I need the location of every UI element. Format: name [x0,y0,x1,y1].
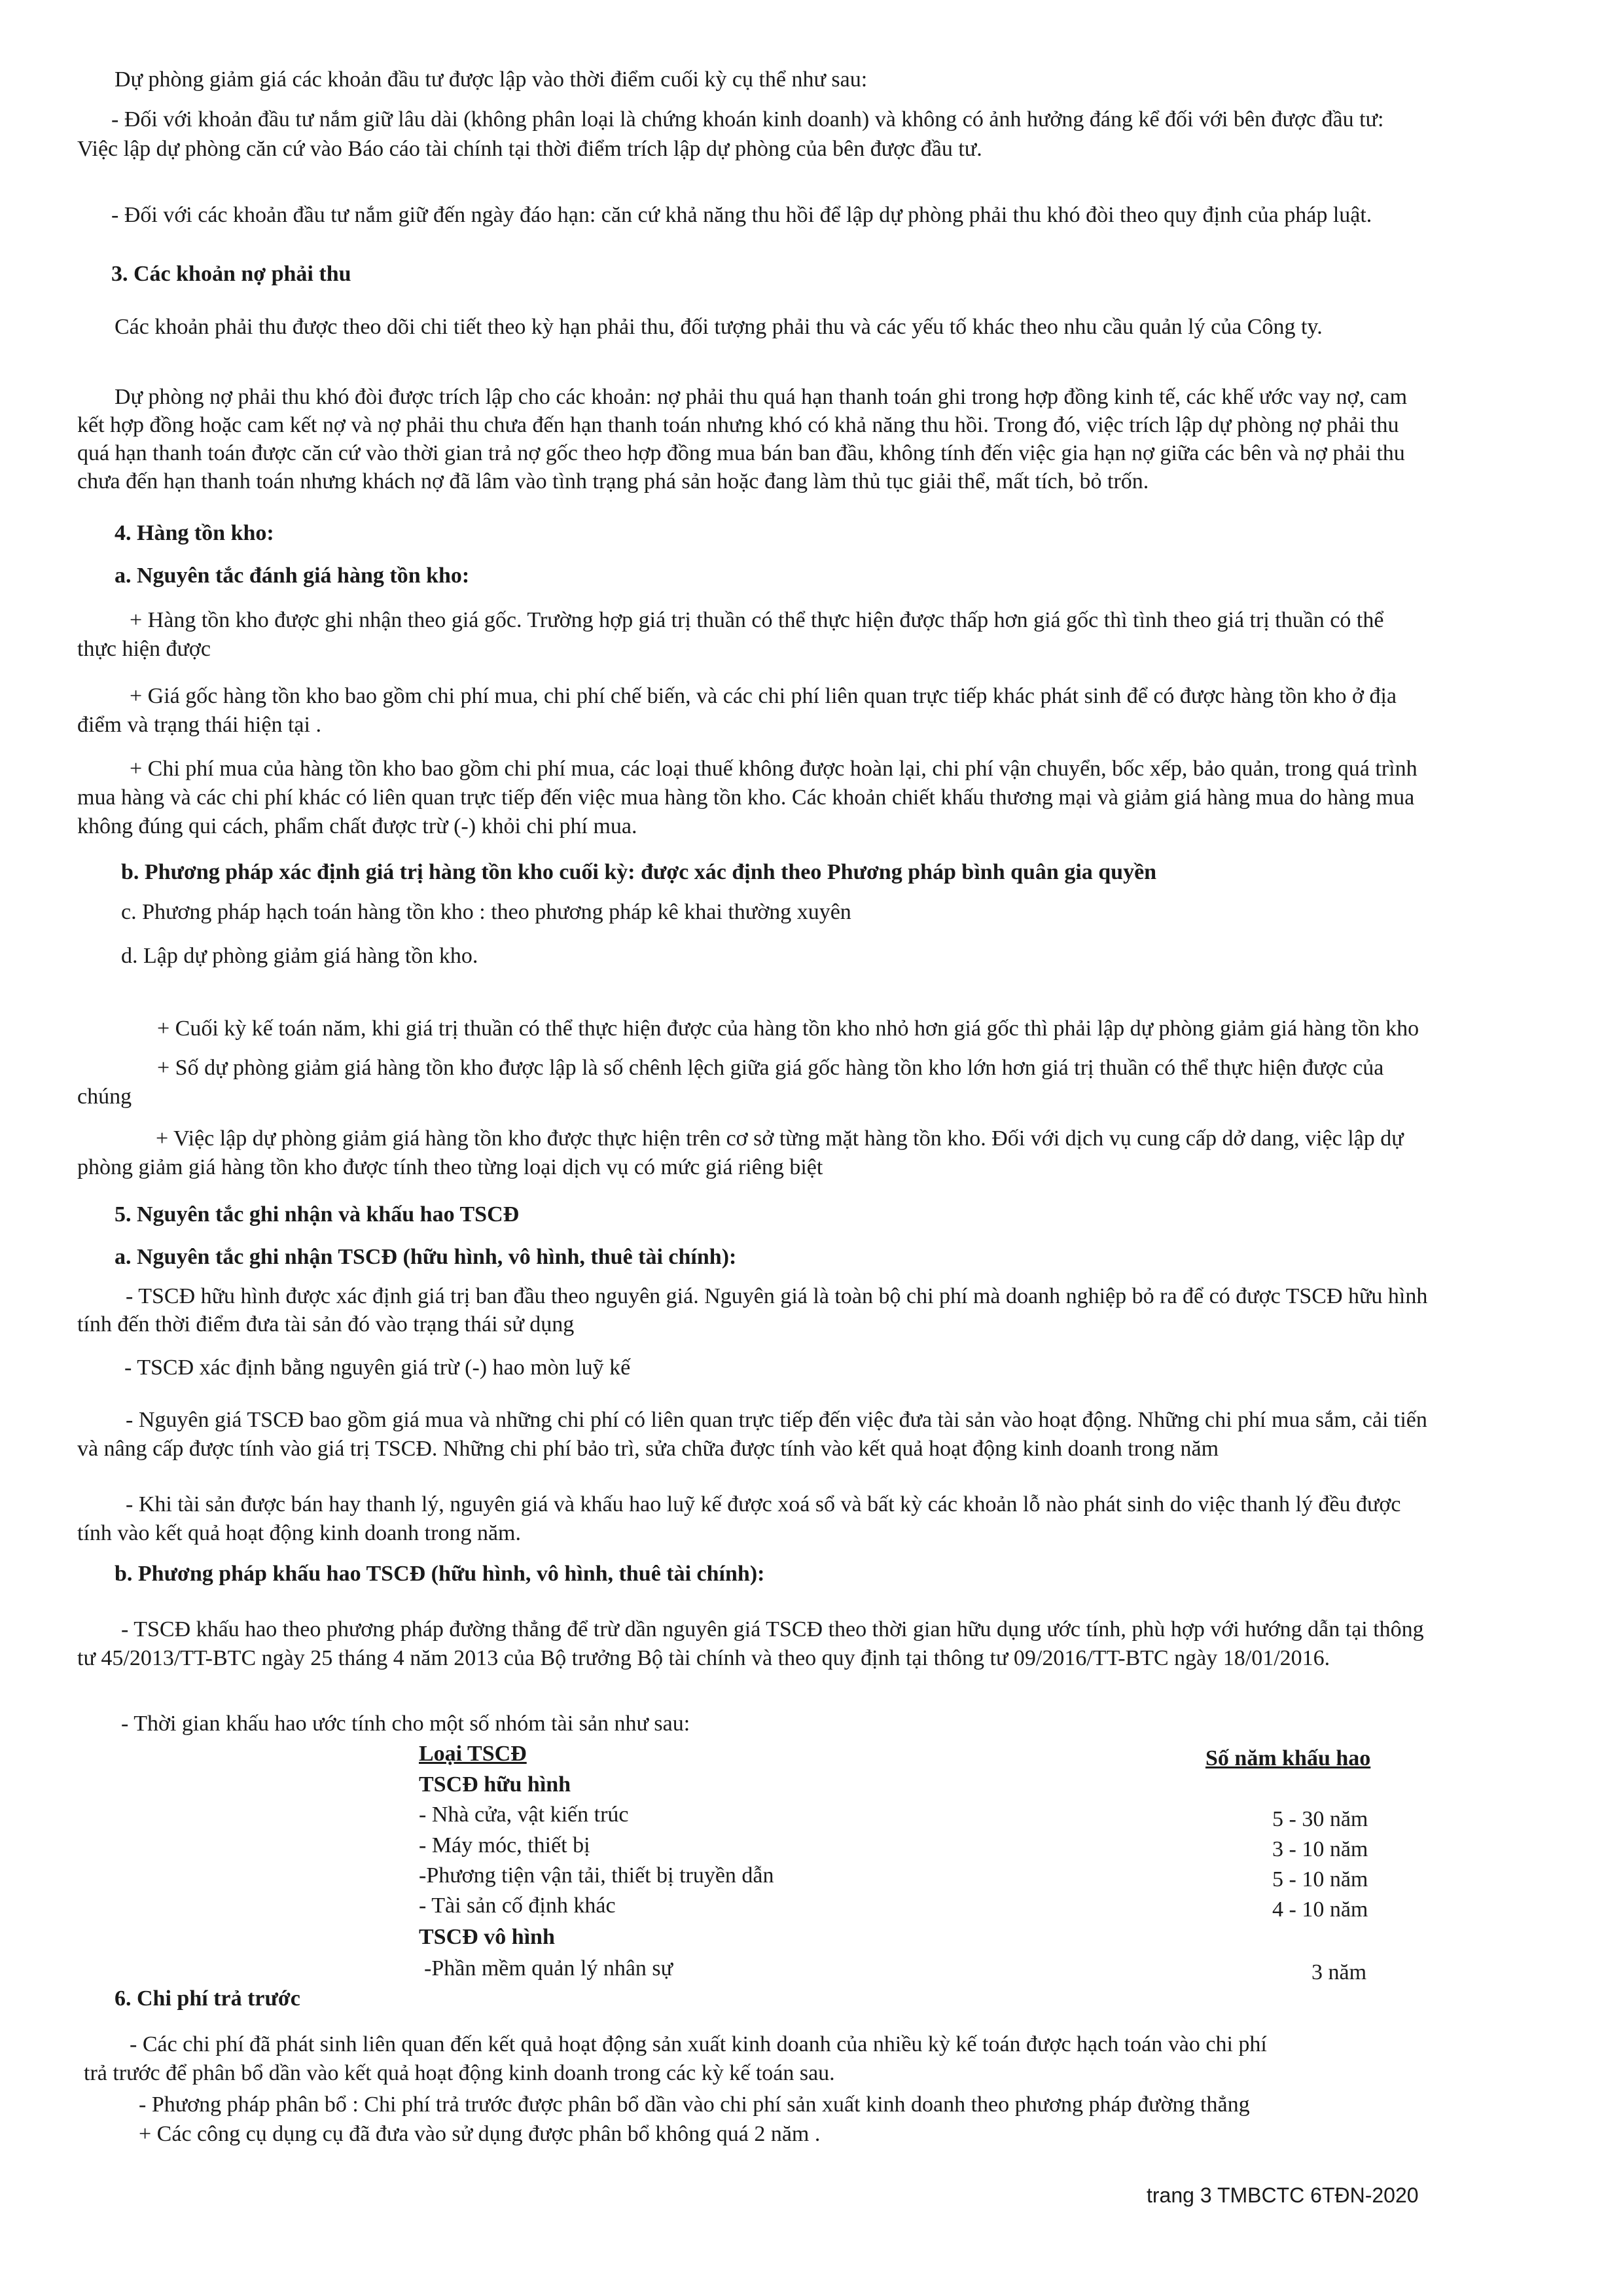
paragraph-line: - Đối với khoản đầu tư nắm giữ lâu dài (không phân loại là chứng khoán kinh doanh) và không có ảnh hưởng đáng kể đối với bên được đầu tư: [111,107,1384,132]
paragraph-line: chưa đến hạn thanh toán nhưng khách nợ đã lâm vào tình trạng phá sản hoặc đang làm thủ tục giải thể, mất tích, bỏ trốn. [77,469,1149,493]
paragraph-line: - Các chi phí đã phát sinh liên quan đến kết quả hoạt động sản xuất kinh doanh của nhiều kỳ kế toán được hạch toán vào chi phí [130,2032,1267,2056]
subsection-heading: b. Phương pháp xác định giá trị hàng tồn kho cuối kỳ: được xác định theo Phương pháp bình quân gia quyền [121,860,1157,884]
paragraph-line: c. Phương pháp hạch toán hàng tồn kho : theo phương pháp kê khai thường xuyên [121,900,851,924]
section-heading: 5. Nguyên tắc ghi nhận và khấu hao TSCĐ [115,1202,520,1227]
table-row-name: - Tài sản cố định khác [419,1893,616,1918]
table-row-years: 5 - 10 năm [1272,1867,1368,1892]
paragraph-line: không đúng qui cách, phẩm chất được trừ (-) khỏi chi phí mua. [77,814,637,838]
paragraph-line: phòng giảm giá hàng tồn kho được tính theo từng loại dịch vụ có mức giá riêng biệt [77,1155,823,1179]
paragraph-line: Dự phòng giảm giá các khoản đầu tư được lập vào thời điểm cuối kỳ cụ thể như sau: [115,67,868,92]
paragraph-line: - Nguyên giá TSCĐ bao gồm giá mua và những chi phí có liên quan trực tiếp đến việc đưa tài sản vào hoạt động. Những chi phí mua sắm, cải tiến [126,1408,1427,1432]
paragraph-line: + Số dự phòng giảm giá hàng tồn kho được lập là số chênh lệch giữa giá gốc hàng tồn kho lớn hơn giá trị thuần có thể thực hiện được của [157,1056,1384,1080]
paragraph-line: chúng [77,1085,132,1109]
paragraph-line: thực hiện được [77,637,211,661]
paragraph-line: Dự phòng nợ phải thu khó đòi được trích lập cho các khoản: nợ phải thu quá hạn thanh toán ghi trong hợp đồng kinh tế, các khế ước vay nợ, cam [115,385,1408,409]
table-header-years: Số năm khấu hao [1205,1746,1371,1770]
paragraph-line: - Phương pháp phân bổ : Chi phí trả trước được phân bổ dần vào chi phí sản xuất kinh doanh theo phương pháp đường thẳng [139,2092,1250,2117]
paragraph-line: - TSCĐ hữu hình được xác định giá trị ban đầu theo nguyên giá. Nguyên giá là toàn bộ chi phí mà doanh nghiệp bỏ ra để có được TSCĐ hữu hình [126,1284,1428,1308]
table-row-years: 3 - 10 năm [1272,1837,1368,1861]
paragraph-line: trả trước để phân bổ dần vào kết quả hoạt động kinh doanh trong các kỳ kế toán sau. [84,2061,835,2085]
paragraph-line: tính vào kết quả hoạt động kinh doanh trong năm. [77,1521,521,1545]
table-row-years: 5 - 30 năm [1272,1807,1368,1831]
paragraph-line: Việc lập dự phòng căn cứ vào Báo cáo tài chính tại thời điểm trích lập dự phòng của bên được đầu tư. [77,137,982,161]
paragraph-line: điểm và trạng thái hiện tại . [77,713,321,737]
table-group-label: TSCĐ hữu hình [419,1772,571,1797]
paragraph-line: + Việc lập dự phòng giảm giá hàng tồn kho được thực hiện trên cơ sở từng mặt hàng tồn kho. Đối với dịch vụ cung cấp dở dang, việc lập dự [156,1126,1404,1151]
subsection-heading: a. Nguyên tắc đánh giá hàng tồn kho: [115,564,470,588]
table-row-years: 4 - 10 năm [1272,1897,1368,1922]
table-row-years: 3 năm [1311,1960,1367,1984]
subsection-heading: a. Nguyên tắc ghi nhận TSCĐ (hữu hình, vô hình, thuê tài chính): [115,1245,737,1269]
paragraph-line: + Các công cụ dụng cụ đã đưa vào sử dụng được phân bổ không quá 2 năm . [139,2122,821,2146]
paragraph-line: + Cuối kỳ kế toán năm, khi giá trị thuần có thể thực hiện được của hàng tồn kho nhỏ hơn giá gốc thì phải lập dự phòng giảm giá hàng tồn kho [157,1016,1419,1041]
paragraph-line: tính đến thời điểm đưa tài sản đó vào trạng thái sử dụng [77,1312,575,1336]
paragraph-line: + Giá gốc hàng tồn kho bao gồm chi phí mua, chi phí chế biến, và các chi phí liên quan trực tiếp khác phát sinh để có được hàng tồn kho ở địa [130,684,1397,708]
paragraph-line: + Hàng tồn kho được ghi nhận theo giá gốc. Trường hợp giá trị thuần có thể thực hiện được thấp hơn giá gốc thì tình theo giá trị thuần có thể [130,608,1384,632]
paragraph-line: kết hợp đồng hoặc cam kết nợ và nợ phải thu chưa đến hạn thanh toán nhưng khó có khả năng thu hồi. Trong đó, việc trích lập dự phòng nợ phải thu [77,413,1399,437]
paragraph-line: d. Lập dự phòng giảm giá hàng tồn kho. [121,944,478,968]
section-heading: 3. Các khoản nợ phải thu [111,262,351,286]
paragraph-line: + Chi phí mua của hàng tồn kho bao gồm chi phí mua, các loại thuế không được hoàn lại, chi phí vận chuyển, bốc xếp, bảo quản, trong quá trình [130,757,1418,781]
paragraph-line: mua hàng và các chi phí khác có liên quan trực tiếp đến việc mua hàng tồn kho. Các khoản chiết khấu thương mại và giảm giá hàng mua do hàng mua [77,785,1415,810]
paragraph-line: - TSCĐ xác định bằng nguyên giá trừ (-) hao mòn luỹ kế [124,1355,631,1380]
table-row-name: - Máy móc, thiết bị [419,1833,590,1857]
table-group-label: TSCĐ vô hình [419,1925,555,1949]
table-row-name: -Phần mềm quản lý nhân sự [424,1956,673,1981]
paragraph-line: quá hạn thanh toán được căn cứ vào thời gian trả nợ gốc theo hợp đồng mua bán ban đầu, không tính đến việc gia hạn nợ giữa các bên và nợ phải thu [77,441,1405,465]
paragraph-line: - Thời gian khấu hao ước tính cho một số nhóm tài sản như sau: [121,1712,690,1736]
paragraph-line: và nâng cấp được tính vào giá trị TSCĐ. Những chi phí bảo trì, sửa chữa được tính vào kết quả hoạt động kinh doanh trong năm [77,1437,1219,1461]
paragraph-line: Các khoản phải thu được theo dõi chi tiết theo kỳ hạn phải thu, đối tượng phải thu và các yếu tố khác theo nhu cầu quản lý của Công ty. [115,315,1323,339]
section-heading: 6. Chi phí trả trước [115,1986,300,2011]
section-heading: 4. Hàng tồn kho: [115,521,274,545]
paragraph-line: tư 45/2013/TT-BTC ngày 25 tháng 4 năm 2013 của Bộ trưởng Bộ tài chính và theo quy định tại thông tư 09/2016/TT-BTC ngày 18/01/2016. [77,1646,1330,1670]
table-header-asset-type: Loại TSCĐ [419,1742,527,1766]
table-row-name: - Nhà cửa, vật kiến trúc [419,1803,629,1827]
table-row-name: -Phương tiện vận tải, thiết bị truyền dẫn [419,1863,774,1888]
paragraph-line: - Khi tài sản được bán hay thanh lý, nguyên giá và khấu hao luỹ kế được xoá sổ và bất kỳ các khoản lỗ nào phát sinh do việc thanh lý đều được [126,1492,1401,1516]
subsection-heading: b. Phương pháp khấu hao TSCĐ (hữu hình, vô hình, thuê tài chính): [115,1562,765,1586]
page-footer: trang 3 TMBCTC 6TĐN-2020 [1147,2183,1419,2207]
paragraph-line: - Đối với các khoản đầu tư nắm giữ đến ngày đáo hạn: căn cứ khả năng thu hồi để lập dự phòng phải thu khó đòi theo quy định của pháp luật. [111,203,1372,227]
paragraph-line: - TSCĐ khấu hao theo phương pháp đường thẳng để trừ dần nguyên giá TSCĐ theo thời gian hữu dụng ước tính, phù hợp với hướng dẫn tại thông [121,1617,1424,1641]
